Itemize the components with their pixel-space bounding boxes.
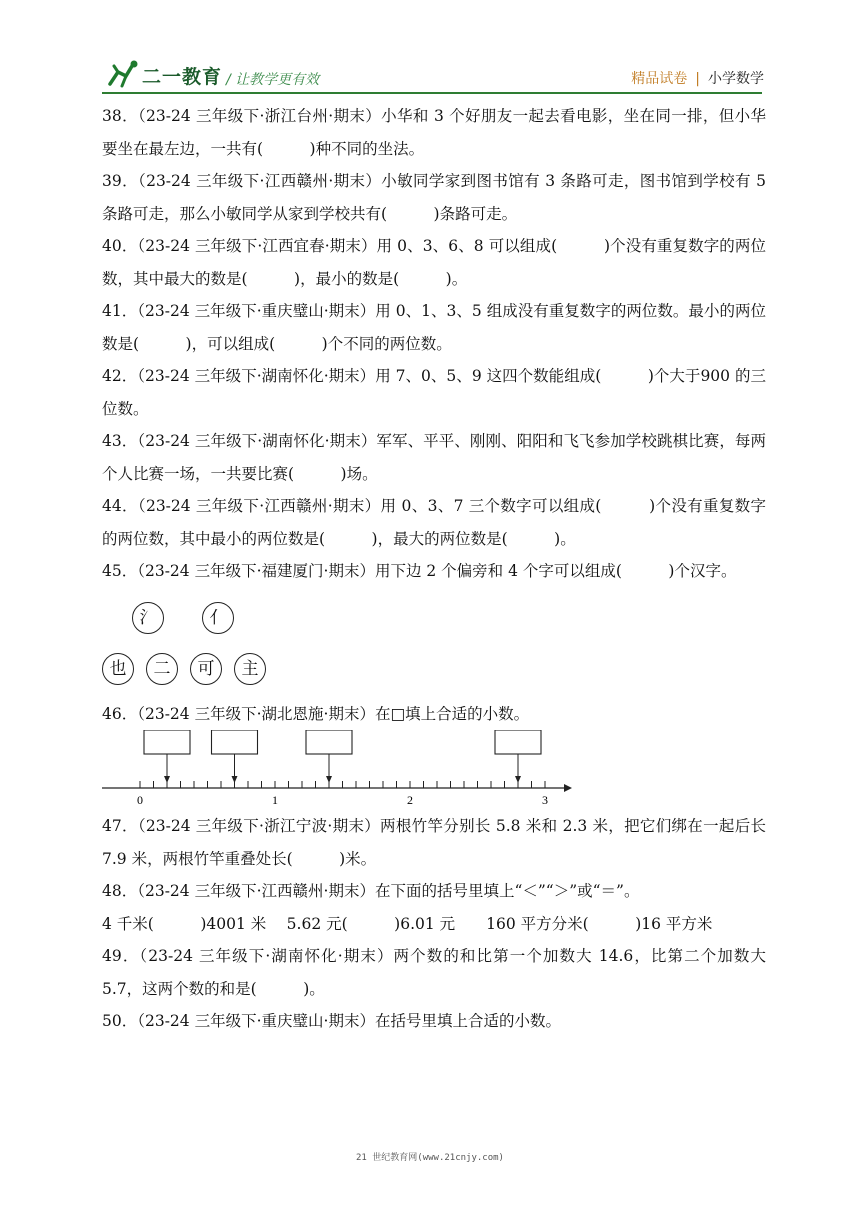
- question-text: 50．（23-24 三年级下·重庆璧山·期末）在括号里填上合适的小数。: [102, 1012, 561, 1030]
- answer-box: [495, 730, 541, 754]
- pointer-arrow-icon: [326, 776, 332, 783]
- question-text: 44．（23-24 三年级下·江西赣州·期末）用 0、3、7 三个数字可以组成( )个没有重复数字的两位数，其中最小的两位数是( )，最大的两位数是( )。: [102, 497, 766, 548]
- page-header: [0, 0, 860, 100]
- question-48: [102, 875, 766, 908]
- header-right: [631, 68, 764, 88]
- question-text: 46．（23-24 三年级下·湖北恩施·期末）在□填上合适的小数。: [102, 704, 530, 723]
- question-text: 39．（23-24 三年级下·江西赣州·期末）小敏同学家到图书馆有 3 条路可走，图书馆到学校有 5 条路可走，那么小敏同学从家到学校共有( )条路可走。: [102, 172, 771, 223]
- question-list: [102, 100, 771, 1038]
- question-41: [102, 295, 766, 360]
- question-40: [102, 230, 766, 295]
- header-separator: |: [695, 71, 700, 87]
- question-text: 40．（23-24 三年级下·江西宜春·期末）用 0、3、6、8 可以组成( )个没有重复数字的两位数，其中最大的数是( )，最小的数是( )。: [102, 237, 766, 288]
- pointer-arrow-icon: [164, 776, 170, 783]
- radical-person: 亻: [202, 602, 234, 634]
- page-footer: 21 世纪教育网(www.21cnjy.com): [356, 1153, 504, 1163]
- tick-label: 1: [272, 793, 278, 807]
- question-46: [102, 698, 766, 731]
- compare-row: 4 千米( )4001 米 5.62 元( )6.01 元 160 平方分米( )16 平方米: [102, 914, 713, 933]
- number-line: [102, 730, 582, 808]
- header-divider: [102, 92, 762, 94]
- tick-label: 3: [542, 793, 548, 807]
- question-text: 42．（23-24 三年级下·湖南怀化·期末）用 7、0、5、9 这四个数能组成( )个大于900 的三位数。: [102, 367, 766, 418]
- question-44: [102, 490, 766, 555]
- arrow-icon: [564, 784, 572, 792]
- question-47: [102, 810, 771, 875]
- radical-water: 氵: [132, 602, 164, 634]
- question-39: [102, 165, 771, 230]
- answer-box: [144, 730, 190, 754]
- tick-label: 0: [137, 793, 143, 807]
- question-42: [102, 360, 766, 425]
- question-text: 49．（23-24 三年级下·湖南怀化·期末）两个数的和比第一个加数大 14.6，比第二个加数大 5.7，这两个数的和是( )。: [102, 947, 771, 998]
- answer-box: [212, 730, 258, 754]
- pointer-arrow-icon: [515, 776, 521, 783]
- question-text: 41．（23-24 三年级下·重庆璧山·期末）用 0、1、3、5 组成没有重复数字的两位数。最小的两位数是( )，可以组成( )个不同的两位数。: [102, 302, 766, 353]
- pointer-arrow-icon: [232, 776, 238, 783]
- question-text: 45．（23-24 三年级下·福建厦门·期末）用下边 2 个偏旁和 4 个字可以组成( )个汉字。: [102, 562, 737, 580]
- question-text: 47．（23-24 三年级下·浙江宁波·期末）两根竹竿分别长 5.8 米和 2.3 米，把它们绑在一起后长 7.9 米，两根竹竿重叠处长( )米。: [102, 817, 771, 868]
- slogan: / 让教学更有效: [226, 72, 320, 88]
- tick-label: 2: [407, 793, 413, 807]
- question-38: [102, 100, 766, 165]
- radical-row: [102, 588, 766, 643]
- paper-type-label: 精品试卷: [631, 71, 688, 87]
- char-circle: 二: [146, 653, 178, 685]
- question-49: [102, 940, 771, 1005]
- question-50: [102, 1005, 766, 1038]
- question-text: 48．（23-24 三年级下·江西赣州·期末）在下面的括号里填上“＜”“＞”或“＝”。: [102, 882, 640, 900]
- char-circle: 可: [190, 653, 222, 685]
- question-43: [102, 425, 766, 490]
- char-circle: 主: [234, 653, 266, 685]
- character-row: [102, 643, 766, 698]
- subject-label: 小学数学: [708, 71, 764, 87]
- answer-box: [306, 730, 352, 754]
- question-text: 38．（23-24 三年级下·浙江台州·期末）小华和 3 个好朋友一起去看电影，坐在同一排，但小华要坐在最左边，一共有( )种不同的坐法。: [102, 107, 766, 158]
- question-45: [102, 555, 766, 588]
- number-line-figure: [102, 730, 766, 810]
- question-text: 43．（23-24 三年级下·湖南怀化·期末）军军、平平、刚刚、阳阳和飞飞参加学校跳棋比赛，每两个人比赛一场，一共要比赛( )场。: [102, 432, 766, 483]
- logo-text: 二一教育: [142, 66, 223, 88]
- char-circle: 也: [102, 653, 134, 685]
